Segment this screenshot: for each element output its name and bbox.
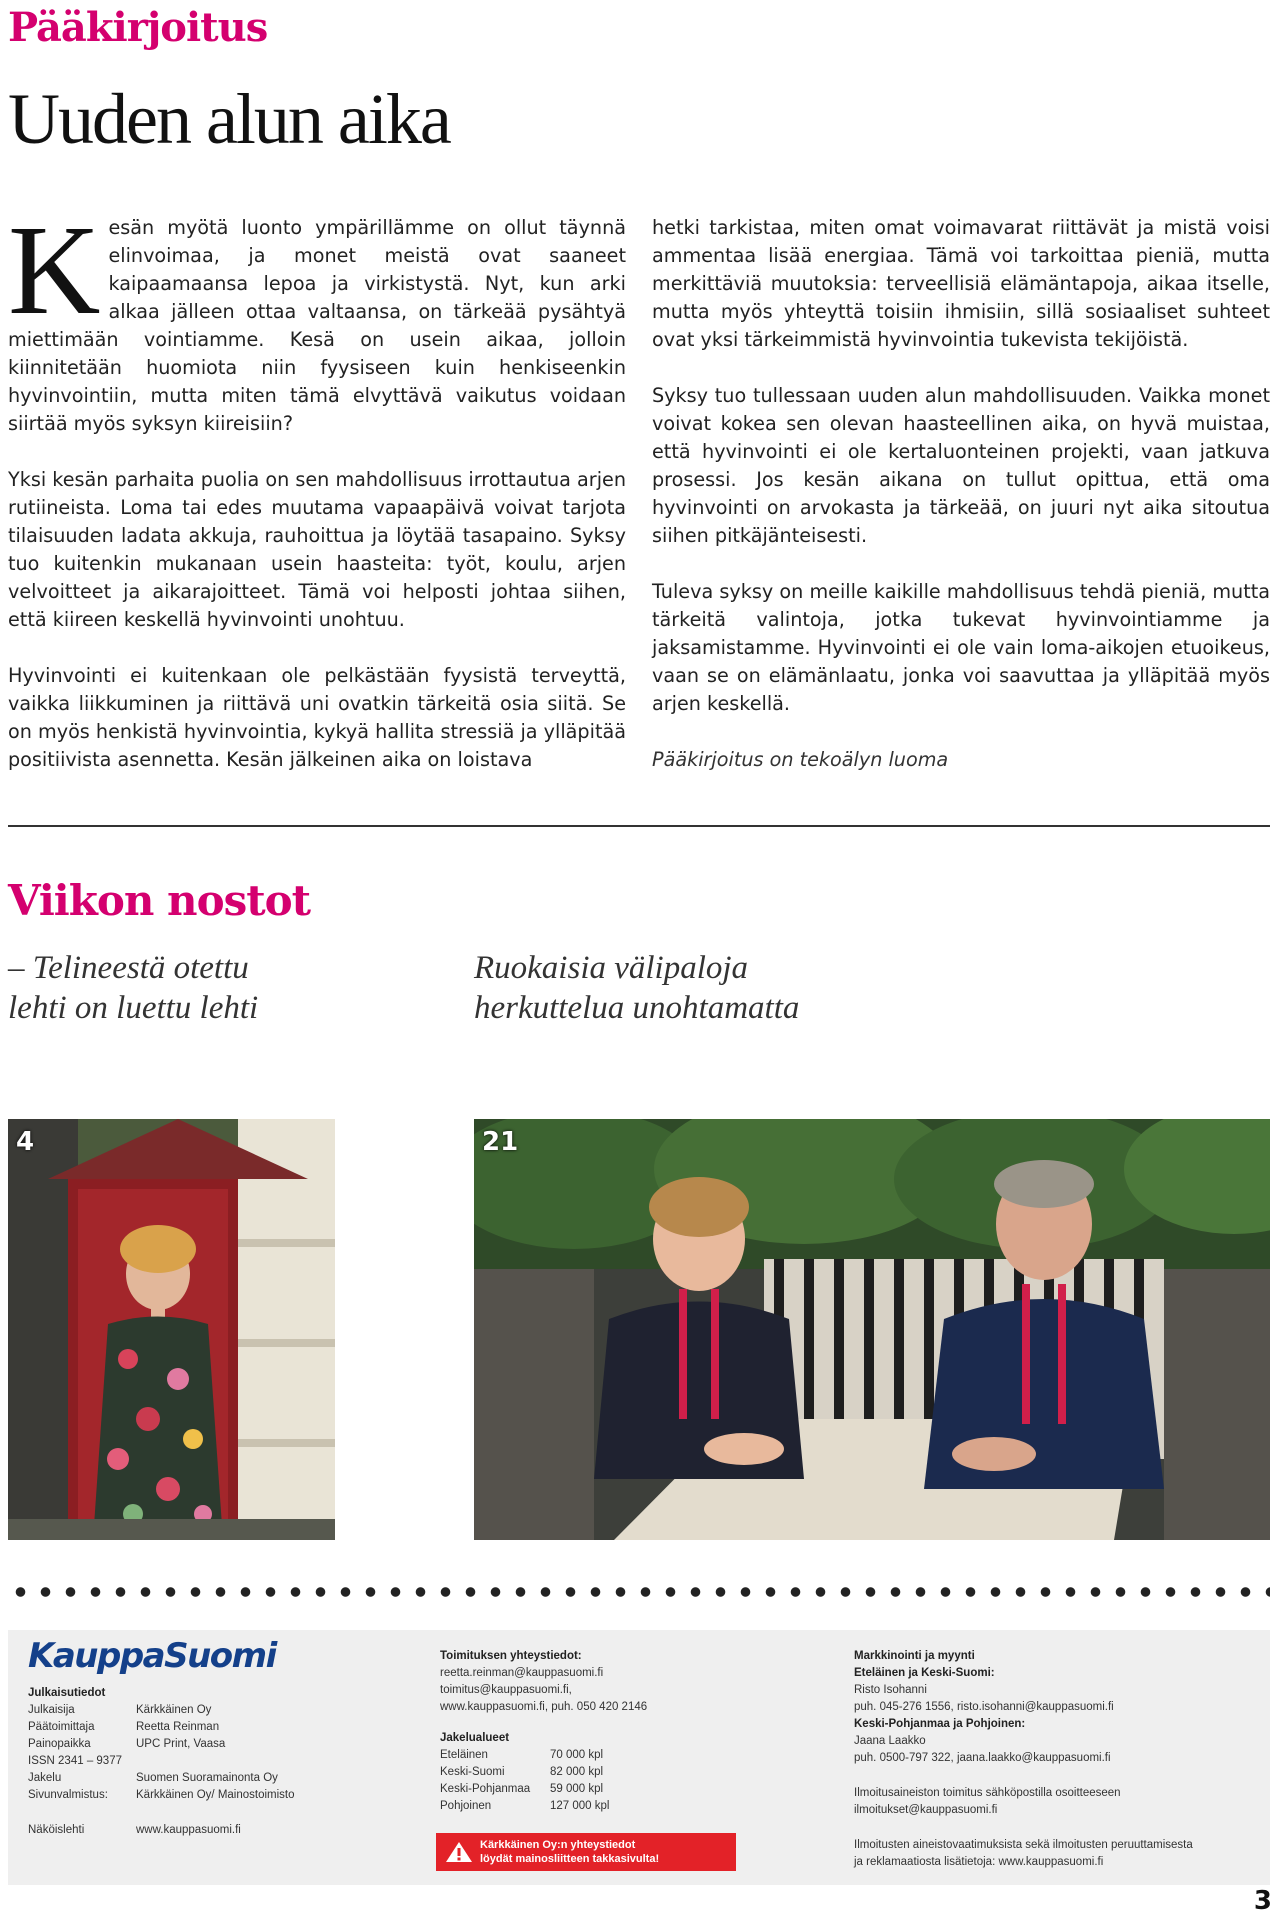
publication-row — [28, 1770, 428, 1787]
masthead-box — [8, 1630, 1270, 1885]
distribution-row — [440, 1764, 820, 1781]
region2-line[interactable]: puh. 0500-797 322, jaana.laakko@kauppasuomi.fi — [854, 1752, 1111, 1764]
section-divider — [8, 825, 1270, 827]
row-value: Kärkkäinen Oy — [136, 1704, 212, 1716]
distribution-row — [440, 1781, 820, 1798]
row-key: ISSN 2341 – 9377 — [28, 1755, 122, 1767]
region1-line[interactable]: puh. 045-276 1556, risto.isohanni@kauppasuomi.fi — [854, 1701, 1114, 1713]
editorial-paragraph: Hyvinvointi ei kuitenkaan ole pelkästään fyysistä terveyttä, vaikka liikkuminen ja riittävä uni ovatkin tärkeitä osia siitä. Se on myös henkistä hyvinvointia, kykyä hallita stressiä ja ylläpitää positiivista asennetta. Kesän jälkeinen aika on loistava — [8, 664, 626, 771]
pick-right-photo[interactable] — [474, 1119, 1270, 1540]
publication-rows — [28, 1702, 428, 1804]
editorial-left-column — [8, 199, 626, 802]
editorial-paragraph: Tuleva syksy on meille kaikille mahdollisuus tehdä pieniä, mutta tärkeitä valintoja, jotka tukevat hyvinvointiamme ja jaksamistamme. Hyvinvointi ei ole vain loma-aikojen etuoikeus, vaan se on elämänlaatu, jonka voi saavuttaa ja ylläpitää myös arjen keskellä. — [652, 580, 1270, 715]
ads-line: Ilmoitusaineiston toimitus sähköpostilla osoitteeseen — [854, 1787, 1121, 1799]
contact-line[interactable]: toimitus@kauppasuomi.fi, — [440, 1684, 572, 1696]
pick-left-title[interactable] — [8, 948, 258, 1028]
region2-line: Jaana Laakko — [854, 1735, 926, 1747]
editorial-paragraph — [8, 199, 626, 438]
publication-row — [28, 1719, 428, 1736]
paragraph-text: esän myötä luonto ympärillämme on ollut täynnä elinvoimaa, ja monet meistä ovat saaneet kaipaamaansa lepoa ja virkistystä. Nyt, kun arki alkaa jälleen ottaa valtaansa, on tärkeää pysähtyä miettimään vointiamme. Kesä on usein aikaa, jolloin kiinnitetään huomiota niin fyysiseen kuin henkiseenkin hyvinvointiin, mutta miten tämä elvyttävä vaikutus voidaan siirtää myös syksyn kiireisiin? — [8, 216, 626, 435]
row-key: Keski-Pohjanmaa — [440, 1783, 531, 1795]
contact-heading: Toimituksen yhteystiedot: — [440, 1650, 582, 1662]
editorial-title: Uuden alun aika — [8, 79, 450, 159]
row-value: 59 000 kpl — [550, 1783, 604, 1795]
dotted-separator — [8, 1585, 1270, 1599]
pick-left-line2: lehti on luettu lehti — [8, 990, 259, 1026]
row-value: 82 000 kpl — [550, 1766, 604, 1778]
distribution-row — [440, 1798, 820, 1815]
warning-line: löydät mainosliitteen takkasivulta! — [480, 1853, 660, 1865]
pick-right-line2: herkuttelua unohtamatta — [474, 990, 800, 1026]
row-value: 70 000 kpl — [550, 1749, 604, 1761]
region1-heading: Eteläinen ja Keski-Suomi: — [854, 1667, 995, 1679]
publication-row — [28, 1736, 428, 1753]
publication-row — [28, 1753, 428, 1770]
row-value: UPC Print, Vaasa — [136, 1738, 226, 1750]
warning-icon — [444, 1840, 474, 1864]
pick-right-page-number: 21 — [482, 1127, 519, 1157]
woman-photo-image — [8, 1119, 335, 1540]
editorial-paragraph: Syksy tuo tullessaan uuden alun mahdollisuuden. Vaikka monet voivat kokea sen olevan haasteellinen aika, on hyvä muistaa, että hyvinvointi ei ole kertaluonteinen projekti, vaan jatkuva prosessi. Jos kesän aikana on tullut opittua, että oma hyvinvointi on arvokasta ja tärkeää, on juuri nyt aika sitoutua siihen pitkäjänteisesti. — [652, 384, 1270, 547]
masthead-publication-column — [28, 1636, 428, 1839]
contact-line[interactable]: reetta.reinman@kauppasuomi.fi — [440, 1667, 604, 1679]
warning-line: Kärkkäinen Oy:n yhteystiedot — [480, 1839, 636, 1851]
editorial-paragraph: Yksi kesän parhaita puolia on sen mahdollisuus irrottautua arjen rutiineista. Loma tai edes muutama vapaapäivä voivat tarjota tilaisuuden ladata akkuja, rauhoittua ja löytää tasapaino. Syksy tuo kuitenkin mukanaan usein haasteita: työt, koulu, arjen velvoitteet ja aikarajoitteet. Tämä voi helposti johtaa siihen, että kiireen keskellä hyvinvointi unohtuu. — [8, 468, 626, 631]
row-key: Eteläinen — [440, 1749, 488, 1761]
row-value: Suomen Suoramainonta Oy — [136, 1772, 278, 1784]
editorial-paragraph: hetki tarkistaa, miten omat voimavarat riittävät ja mistä voisi ammentaa lisää energiaa. Tämä voi tarkoittaa pieniä, mutta merkittäviä muutoksia: terveellisiä elämäntapoja, aikaa itselle, mutta myös yhteyttä toisiin ihmisiin, sillä sosiaaliset suhteet ovat yksi tärkeimmistä hyvinvointia tukevista tekijöistä. — [652, 216, 1270, 351]
pick-left-page-number: 4 — [16, 1127, 35, 1157]
picks-section-label: Viikon nostot — [8, 876, 311, 925]
row-key: Julkaisija — [28, 1704, 75, 1716]
two-people-photo-image — [474, 1119, 1270, 1540]
region1-line: Risto Isohanni — [854, 1684, 927, 1696]
row-key: Painopaikka — [28, 1738, 91, 1750]
marketing-heading: Markkinointi ja myynti — [854, 1650, 975, 1662]
row-value: Reetta Reinman — [136, 1721, 220, 1733]
publication-heading: Julkaisutiedot — [28, 1687, 106, 1699]
distribution-row — [440, 1747, 820, 1764]
warning-text — [480, 1838, 659, 1866]
publication-row — [28, 1702, 428, 1719]
terms-line: Ilmoitusten aineistovaatimuksista sekä ilmoitusten peruuttamisesta — [854, 1839, 1193, 1851]
row-value: Kärkkäinen Oy/ Mainostoimisto — [136, 1789, 295, 1801]
row-key: Pohjoinen — [440, 1800, 492, 1812]
row-value[interactable]: www.kauppasuomi.fi — [136, 1824, 241, 1836]
ads-line[interactable]: ilmoitukset@kauppasuomi.fi — [854, 1804, 998, 1816]
row-key: Jakelu — [28, 1772, 62, 1784]
contact-line[interactable]: www.kauppasuomi.fi, puh. 050 420 2146 — [440, 1701, 648, 1713]
row-value: 127 000 kpl — [550, 1800, 610, 1812]
editorial-right-column — [652, 214, 1270, 802]
row-key: Sivunvalmistus: — [28, 1789, 108, 1801]
masthead-contact-column — [440, 1648, 820, 1815]
pick-right-line1: Ruokaisia välipaloja — [474, 950, 749, 986]
pick-left-line1: – Telineestä otettu — [8, 950, 249, 986]
row-key: Keski-Suomi — [440, 1766, 505, 1778]
editorial-byline: Pääkirjoitus on tekoälyn luoma — [652, 748, 949, 771]
kauppasuomi-logo: KauppaSuomi — [28, 1636, 276, 1676]
row-key: Päätoimittaja — [28, 1721, 95, 1733]
pick-right-title[interactable] — [474, 948, 799, 1028]
publication-footer-row — [28, 1822, 428, 1839]
distribution-heading: Jakelualueet — [440, 1732, 510, 1744]
contact-warning-banner — [436, 1833, 736, 1871]
editorial-section-label: Pääkirjoitus — [8, 4, 268, 51]
page-number: 3 — [1253, 1886, 1272, 1916]
terms-line[interactable]: ja reklamaatiosta lisätietoja: www.kauppasuomi.fi — [854, 1856, 1104, 1868]
region2-heading: Keski-Pohjanmaa ja Pohjoinen: — [854, 1718, 1026, 1730]
pick-left-photo[interactable] — [8, 1119, 335, 1540]
masthead-marketing-column — [854, 1648, 1254, 1871]
row-key: Näköislehti — [28, 1824, 85, 1836]
dropcap: K — [8, 199, 101, 341]
publication-row — [28, 1787, 428, 1804]
